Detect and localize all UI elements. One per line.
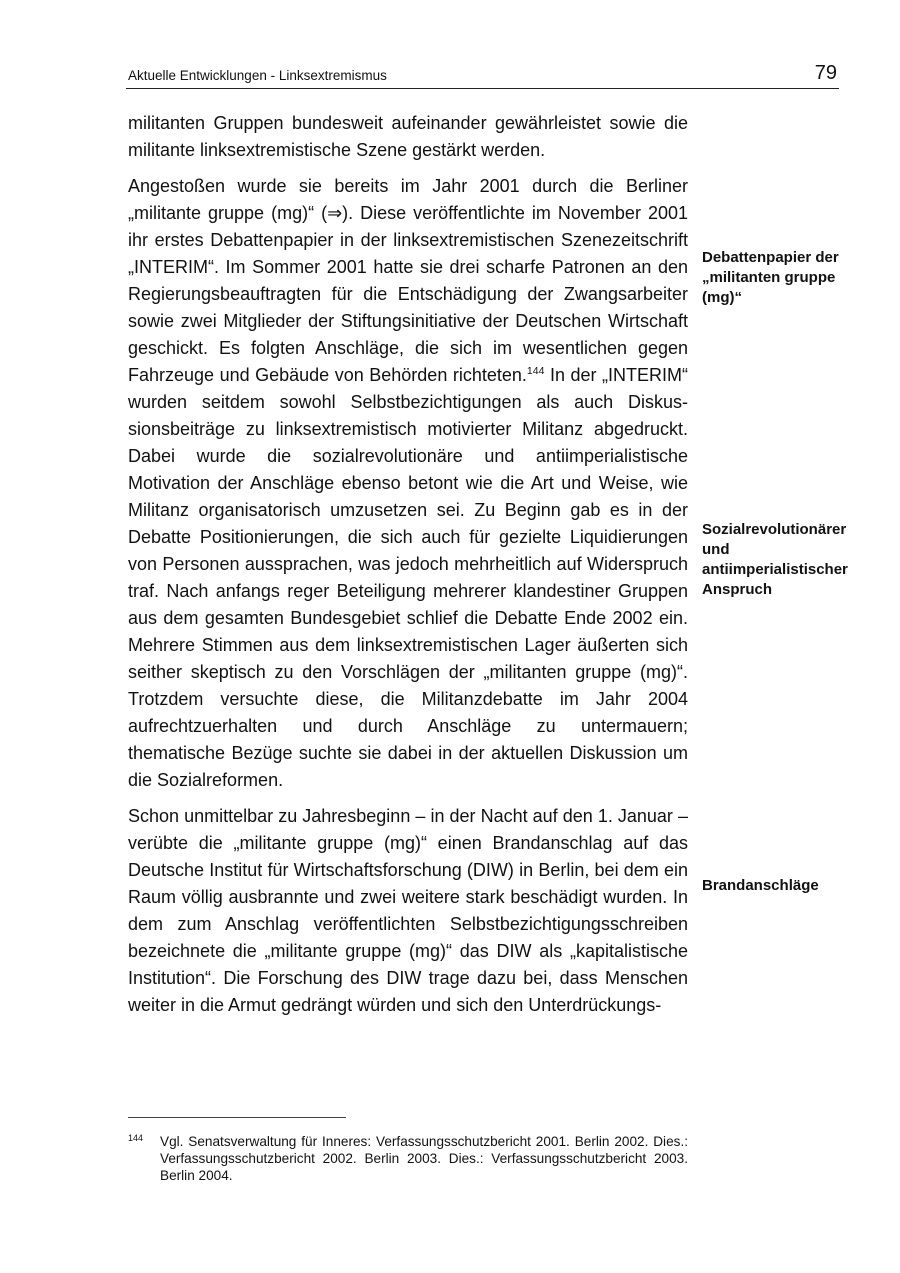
body-text — [128, 110, 688, 1028]
paragraph-1: militanten Gruppen bundesweit aufeinander gewährleistet sowie die militante linksextremistische Szene gestärkt werden. — [128, 113, 688, 160]
footnote-number: 144 — [128, 1133, 144, 1143]
margin-note-debattenpapier: Debattenpapier der „militanten gruppe (mg)“ — [702, 249, 839, 306]
margin-note-sozialrevolutionaer: Sozialrevolutionärer und antiimperialistischer Anspruch — [702, 521, 848, 598]
running-header — [128, 62, 839, 88]
paragraph-2-text-before: Angestoßen wurde sie bereits im Jahr 2001 durch die Berliner „militante gruppe (mg)“ (⇒). Diese veröffentlichte im November 2001 ihr erstes Debattenpapier in der linksextremistischen Szenezeitschrift „INTERIM“. Im Sommer 2001 hatte sie drei scharfe Patronen an den Regierungsbeauftragten für die Entschädigung der Zwangsarbeiter sowie zwei Mitglieder der Stiftungsinitiative der Deutschen Wirtschaft geschickt. Es folgten Anschläge, die sich im wesentlichen gegen Fahrzeuge und Gebäude von Behörden richteten. — [128, 176, 688, 385]
header-divider — [126, 88, 839, 89]
paragraph-3: Schon unmittelbar zu Jahresbeginn – in der Nacht auf den 1. Januar – verübte die „militante gruppe (mg)“ einen Brandanschlag auf das Deutsche Institut für Wirtschaftsforschung (DIW) in Berlin, bei dem ein Raum völlig ausbrannte und zwei weitere stark beschädigt wurden. In dem zum Anschlag veröffentlichten Selbstbezichtigungsschreiben bezeichnete die „militante gruppe (mg)“ das DIW als „kapitalistische Institution“. Die Forschung des DIW trage dazu bei, dass Menschen weiter in die Armut gedrängt würden und sich den Unterdrückungs- — [128, 806, 688, 1015]
footnote-text: Vgl. Senatsverwaltung für Inneres: Verfassungsschutzbericht 2001. Berlin 2002. Dies.: Verfassungsschutzbericht 2002. Berlin 2003. Dies.: Verfassungsschutzbericht 2003. Berlin 2004. — [160, 1134, 688, 1183]
paragraph-2-text-after: In der „INTERIM“ wurden seitdem sowohl Selbstbezichtigungen als auch Diskussionsbeiträge zu linksextremistisch motivierter Militanz abgedruckt. Dabei wurde die sozialrevolutionäre und antiimperialistische Motivation der Anschläge ebenso betont wie die Art und Weise, wie Militanz organisatorisch umzusetzen sei. Zu Beginn gab es in der Debatte Positionierungen, die sich auch für gezielte Liquidierungen von Personen aussprachen, was jedoch mehrheitlich auf Widerspruch traf. Nach anfangs reger Beteiligung mehrerer klandestiner Gruppen aus dem gesamten Bundesgebiet schlief die Debatte Ende 2002 ein. Mehrere Stimmen aus dem linksextremistischen Lager äußerten sich seither skeptisch zu den Vorschlägen der „militanten gruppe (mg)“. Trotzdem versuchte diese, die Militanzdebatte im Jahr 2004 aufrechtzuerhalten und durch Anschläge zu untermauern; thematische Bezüge suchte sie dabei in der aktuellen Diskussion um die Sozialreformen. — [128, 365, 688, 790]
footnote-reference[interactable]: 144 — [526, 365, 545, 377]
paragraph-2 — [128, 173, 688, 794]
page-number: 79 — [814, 62, 837, 84]
footnote-divider — [128, 1117, 346, 1118]
header-title: Aktuelle Entwicklungen - Linksextremismus — [128, 68, 387, 83]
footnote — [128, 1133, 688, 1184]
margin-note-brandanschlaege: Brandanschläge — [702, 877, 819, 894]
